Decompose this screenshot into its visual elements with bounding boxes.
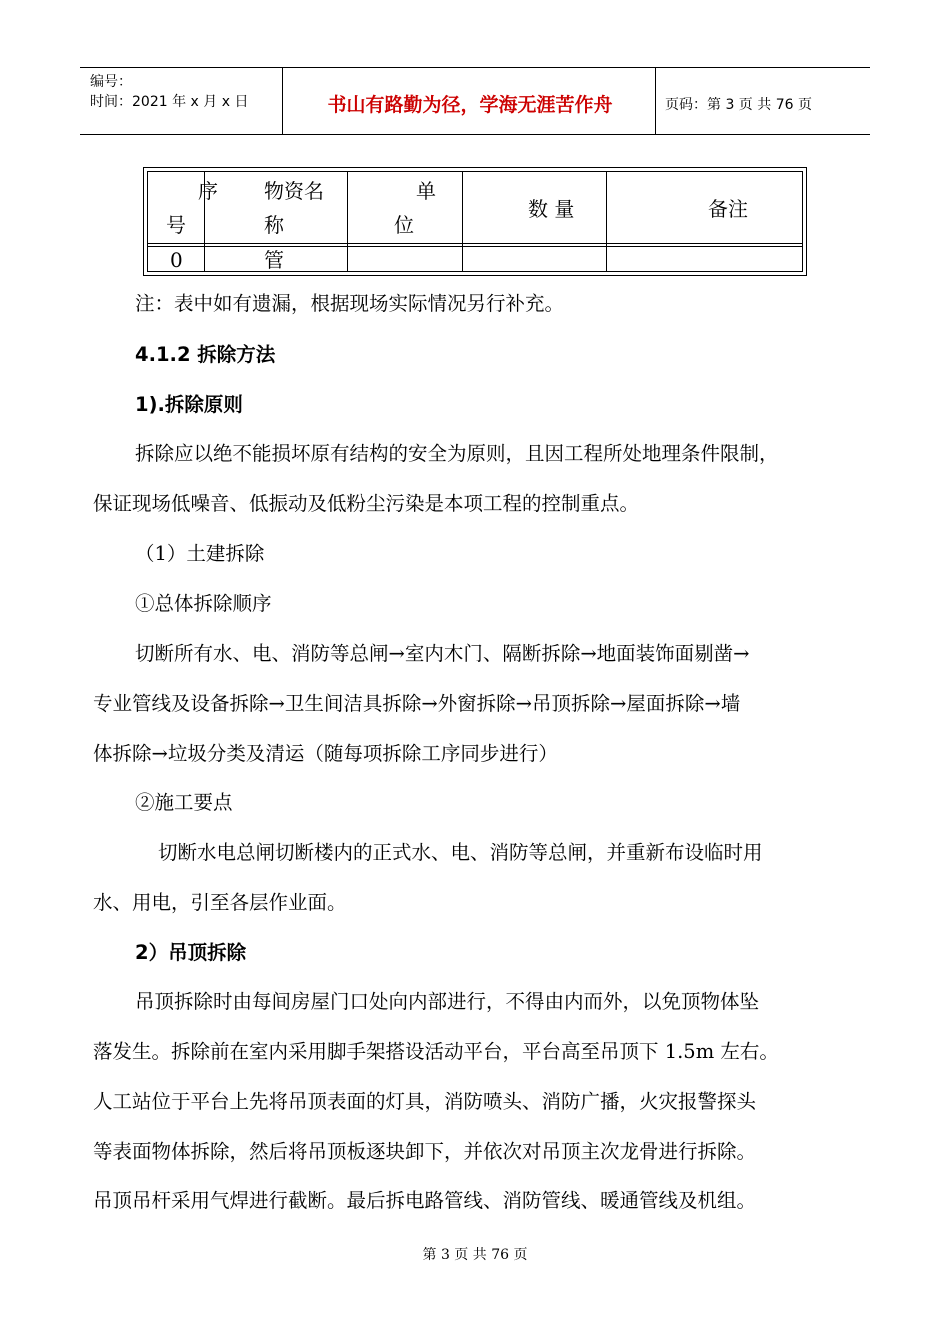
paragraph-line: 切断水电总闸切断楼内的正式水、电、消防等总闸，并重新布设临时用 [158,841,763,864]
table-note: 注：表中如有遗漏，根据现场实际情况另行补充。 [135,292,565,315]
paragraph-line: 落发生。拆除前在室内采用脚手架搭设活动平台，平台高至吊顶下 1.5m 左右。 [93,1040,779,1063]
header-name-bottom: 称 [264,213,284,237]
subsection-title: 2）吊顶拆除 [135,941,247,964]
list-item: （1）土建拆除 [135,542,265,565]
header-seq-top: 序 [198,179,218,203]
materials-table [143,167,807,276]
paragraph-line: 吊顶拆除时由每间房屋门口处向内部进行，不得由内而外，以免顶物体坠 [135,990,760,1013]
page-header [80,67,870,135]
header-unit-top: 单 [416,179,436,203]
header-divider [282,68,283,134]
header-divider [655,68,656,134]
paragraph-line: 切断所有水、电、消防等总闸→室内木门、隔断拆除→地面装饰面剔凿→ [135,642,750,665]
list-item: ②施工要点 [135,791,233,814]
header-unit-bottom: 位 [394,213,414,237]
section-title: 4.1.2 拆除方法 [135,343,276,366]
table-inner-border [147,171,803,272]
table-row-line [148,246,802,247]
header-meta [90,72,248,112]
paragraph-line: 等表面物体拆除，然后将吊顶板逐块卸下，并依次对吊顶主次龙骨进行拆除。 [93,1140,757,1163]
row-name: 管 [264,248,284,272]
header-name-top: 物资名 [264,179,324,203]
table-col-line [462,172,463,271]
paragraph-line: 专业管线及设备拆除→卫生间洁具拆除→外窗拆除→吊顶拆除→屋面拆除→墙 [93,692,741,715]
paragraph-line: 保证现场低噪音、低振动及低粉尘污染是本项工程的控制重点。 [93,492,640,515]
page-footer: 第 3 页 共 76 页 [422,1247,528,1263]
paragraph-line: 人工站位于平台上先将吊顶表面的灯具，消防喷头、消防广播，火灾报警探头 [93,1090,757,1113]
paragraph-line: 体拆除→垃圾分类及清运（随每项拆除工序同步进行） [93,742,558,765]
table-col-line [606,172,607,271]
header-seq-bottom: 号 [166,213,186,237]
list-item: ①总体拆除顺序 [135,592,272,615]
header-motto: 书山有路勤为径，学海无涯苦作舟 [327,94,613,116]
date-line: 时间：2021 年 x 月 x 日 [90,94,249,110]
paragraph-line: 吊顶吊杆采用气焊进行截断。最后拆电路管线、消防管线、暖通管线及机组。 [93,1189,757,1212]
row-seq: 0 [170,248,183,272]
paragraph-line: 水、用电，引至各层作业面。 [93,891,347,914]
table-row-line [148,243,802,244]
header-remark: 备注 [708,197,748,221]
header-qty: 数 量 [528,197,575,221]
serial-label: 编号： [90,74,132,90]
paragraph-line: 拆除应以绝不能损坏原有结构的安全为原则，且因工程所处地理条件限制， [135,442,779,465]
header-page-info: 页码：第 3 页 共 76 页 [665,97,812,113]
subsection-title: 1).拆除原则 [135,393,243,416]
table-col-line [347,172,348,271]
